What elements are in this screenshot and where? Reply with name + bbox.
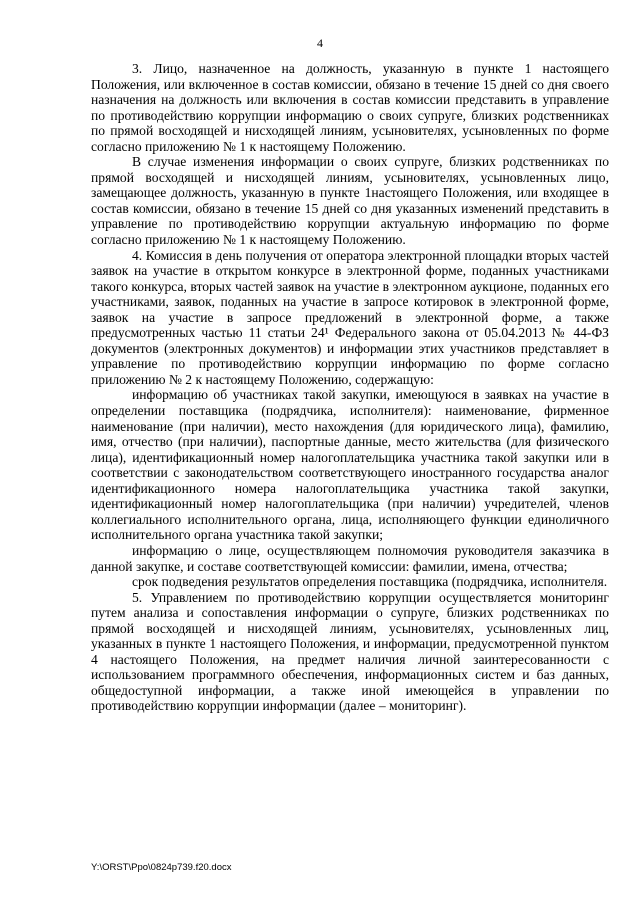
document-body [91, 61, 609, 714]
footer-file-path: Y:\ORST\Ppo\0824p739.f20.docx [91, 862, 232, 873]
paragraph-3: 3. Лицо, назначенное на должность, указанную в пункте 1 настоящего Положения, или включенное в состав комиссии, обязано в течение 15 дней со дня своего назначения на должность или включения в состав комиссии представить в управление по противодействию коррупции информацию о своих супруге, близких родственниках по прямой восходящей и нисходящей линиям, усыновителях, усыновленных по форме согласно приложению № 1 к настоящему Положению. [91, 61, 609, 154]
paragraph-4-participants-info: информацию об участниках такой закупки, имеющуюся в заявках на участие в определении поставщика (подрядчика, исполнителя): наименование, фирменное наименование (при наличии), место нахождения (для юридического лица), фамилию, имя, отчество (при наличии), паспортные данные, место жительства (для физического лица), идентификационный номер налогоплательщика участника такой закупки или в соответствии с законодательством соответствующего иностранного государства аналог идентификационного номера налогоплательщика участника такой закупки, идентификационный номер налогоплательщика (при наличии) учредителей, членов коллегиального исполнительного органа, лица, исполняющего функции единоличного исполнительного органа участника такой закупки; [91, 387, 609, 543]
paragraph-5: 5. Управлением по противодействию коррупции осуществляется мониторинг путем анализа и сопоставления информации о супруге, близких родственниках по прямой восходящей и нисходящей линиям, усыновителях, усыновленных лиц, указанных в пункте 1 настоящего Положения, и информации, предусмотренной пунктом 4 настоящего Положения, на предмет наличия личной заинтересованности с использованием программного обеспечения, информационных систем и баз данных, общедоступной информации, а также иной имеющейся в управлении по противодействию коррупции информации (далее – мониторинг). [91, 589, 609, 714]
paragraph-3-changes: В случае изменения информации о своих супруге, близких родственниках по прямой восходящей и нисходящей линиям, усыновителях, усыновленных лицо, замещающее должность, указанную в пункте 1настоящего Положения, или входящее в состав комиссии, обязано в течение 15 дней со дня указанных изменений представить в управление по противодействию коррупции актуальную информацию по форме согласно приложению № 1 к настоящему Положению. [91, 154, 609, 248]
page-number: 4 [317, 36, 323, 50]
paragraph-4-manager-info: информацию о лице, осуществляющем полномочия руководителя заказчика в данной закупке, и составе соответствующей комиссии: фамилии, имена, отчества; [91, 542, 609, 574]
paragraph-4-deadline: срок подведения результатов определения поставщика (подрядчика, исполнителя. [132, 574, 608, 590]
paragraph-4: 4. Комиссия в день получения от оператора электронной площадки вторых частей заявок на участие в открытом конкурсе в электронной форме, поданных участниками такого конкурса, вторых частей заявок на участие в электронном аукционе, поданных его участниками, заявок, поданных на участие в запросе котировок в электронной форме, заявок на участие в запросе предложений в электронной форме, а также предусмотренных частью 11 статьи 24¹ Федерального закона от 05.04.2013 № 44-ФЗ документов (электронных документов) и информации этих участников представляет в управление по противодействию коррупции информацию по форме согласно приложению № 2 к настоящему Положению, содержащую: [91, 247, 609, 387]
